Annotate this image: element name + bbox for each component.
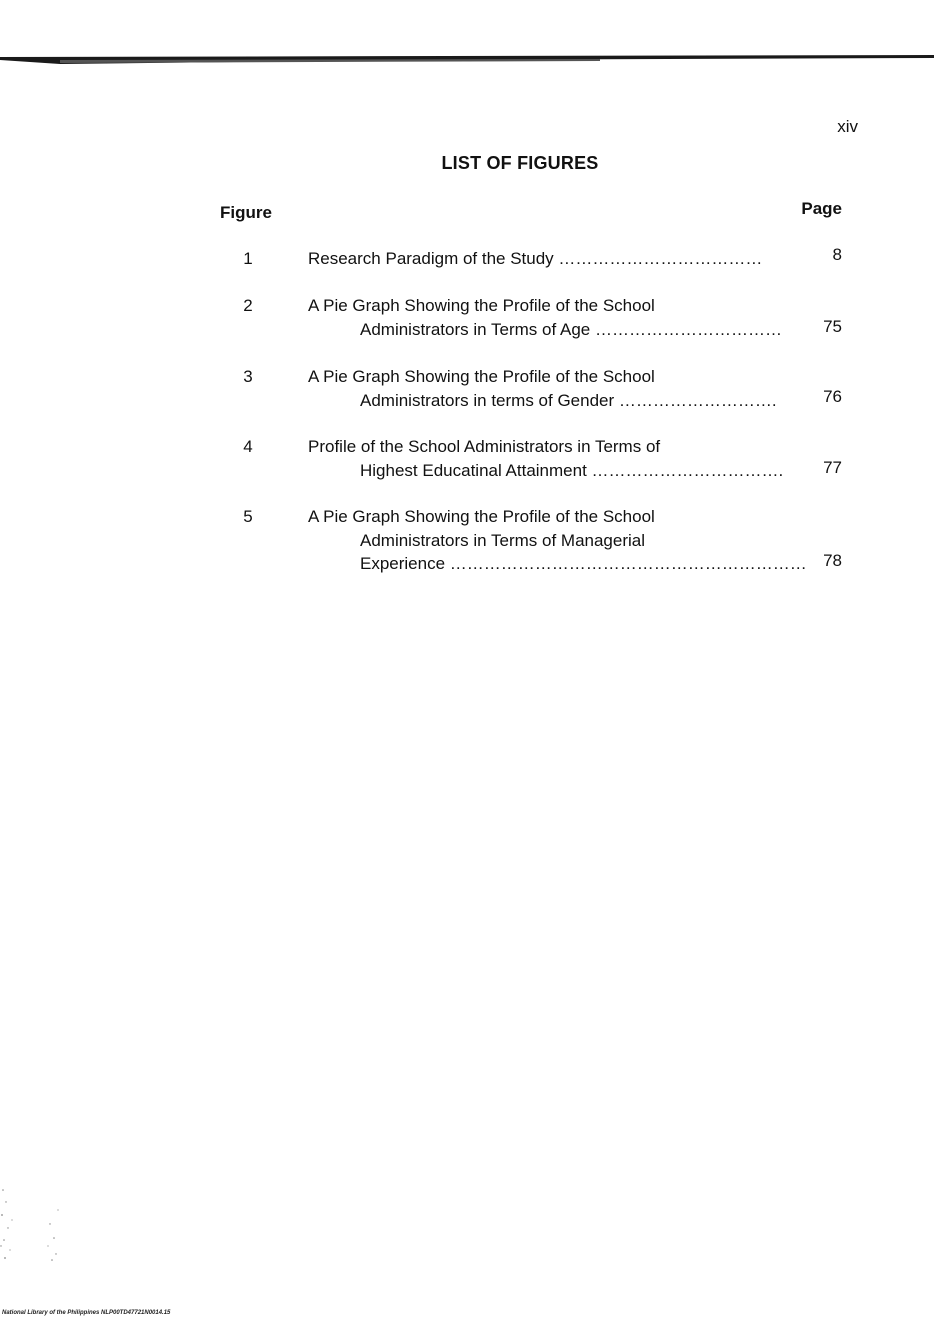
figure-number: 2 xyxy=(243,296,253,315)
scan-speckle xyxy=(0,1180,70,1270)
figure-title-line: Administrators in Terms of Managerial xyxy=(360,530,646,550)
figure-page: 78 xyxy=(823,551,842,570)
figure-number: 1 xyxy=(243,249,253,268)
figure-title xyxy=(308,247,808,271)
footer-watermark: National Library of the Philippines NLP00TD47721N0014.15 xyxy=(2,1310,171,1316)
column-header-page: Page xyxy=(801,199,842,218)
figure-title-line: A Pie Graph Showing the Profile of the School xyxy=(308,367,655,386)
figure-title-line: Administrators in Terms of Age …………………………… xyxy=(360,319,782,339)
figure-title-line: Highest Educatinal Attainment ……………………………. xyxy=(360,460,784,480)
scan-top-border xyxy=(0,52,934,66)
figure-number: 4 xyxy=(243,437,253,456)
figure-page: 76 xyxy=(823,387,842,406)
figure-number: 5 xyxy=(243,507,253,526)
figure-title xyxy=(308,505,808,576)
figure-title-line: A Pie Graph Showing the Profile of the School xyxy=(308,296,655,315)
figure-title xyxy=(308,294,808,341)
figure-page: 77 xyxy=(823,458,842,477)
figure-page: 8 xyxy=(832,245,842,264)
figure-title xyxy=(308,435,808,482)
column-header-figure: Figure xyxy=(220,203,272,222)
figure-title-line: Administrators in terms of Gender ………………………. xyxy=(360,390,777,410)
page-number: xiv xyxy=(837,117,858,136)
figure-page: 75 xyxy=(823,317,842,336)
figure-title-line: Profile of the School Administrators in Terms of xyxy=(308,437,661,456)
figure-number: 3 xyxy=(243,367,253,386)
figure-title-line: Experience ……………………………………………………… xyxy=(360,554,807,573)
figure-title xyxy=(308,365,808,412)
figure-title-line: A Pie Graph Showing the Profile of the School xyxy=(308,507,655,526)
page-title: LIST OF FIGURES xyxy=(441,153,599,173)
figure-title-line: Research Paradigm of the Study ……………………………… xyxy=(308,249,763,268)
